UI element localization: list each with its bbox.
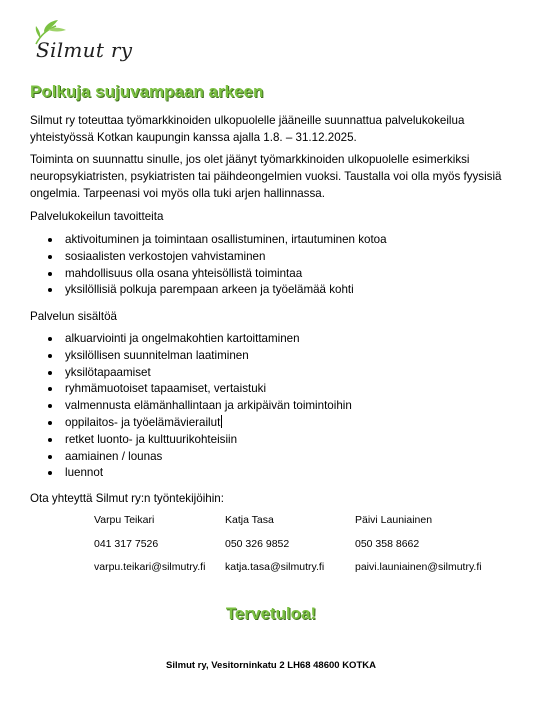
contact-name: Päivi Launiainen — [355, 514, 433, 526]
list-item: sosiaalisten verkostojen vahvistaminen — [30, 249, 387, 266]
footer-address: Silmut ry, Vesitorninkatu 2 LH68 48600 KOTKA — [166, 660, 376, 671]
contact-email[interactable]: katja.tasa@silmutry.fi — [225, 561, 325, 573]
list-item: aamiainen / lounas — [30, 449, 352, 466]
text-cursor — [221, 415, 222, 428]
contact-phone: 050 358 8662 — [355, 538, 420, 550]
contact-name: Varpu Teikari — [94, 514, 155, 526]
logo-text: Silmut ry — [36, 38, 133, 62]
list-item: luennot — [30, 465, 352, 482]
page-title: Polkuja sujuvampaan arkeen — [30, 82, 264, 101]
list-item: aktivoituminen ja toimintaan osallistuminen, irtautuminen kotoa — [30, 232, 387, 249]
list-item: alkuarviointi ja ongelmakohtien kartoittaminen — [30, 331, 352, 348]
goals-list — [30, 232, 387, 299]
contact-email[interactable]: paivi.launiainen@silmutry.fi — [355, 561, 482, 573]
logo — [30, 18, 133, 64]
contact-phone: 041 317 7526 — [94, 538, 159, 550]
contact-email[interactable]: varpu.teikari@silmutry.fi — [94, 561, 206, 573]
list-item: mahdollisuus olla osana yhteisöllistä toimintaa — [30, 266, 387, 283]
list-item: yksilöllisiä polkuja parempaan arkeen ja työelämää kohti — [30, 282, 387, 299]
welcome-heading: Tervetuloa! — [225, 604, 317, 623]
list-item — [30, 415, 352, 432]
list-item: valmennusta elämänhallintaan ja arkipäivän toimintoihin — [30, 398, 352, 415]
list-item: retket luonto- ja kulttuurikohteisiin — [30, 432, 352, 449]
list-item: yksilöllisen suunnitelman laatiminen — [30, 348, 352, 365]
list-item: yksilötapaamiset — [30, 365, 352, 382]
target-paragraph: Toiminta on suunnattu sinulle, jos olet jäänyt työmarkkinoiden ulkopuolelle esimerkiksi neuropsykiatristen, psykiatristen tai päihdeongelmien vuoksi. Taustalla voi olla myös fyysisiä ongelmia. Tarpeenasi voi myös olla tuki arjen hallinnassa. — [30, 153, 502, 200]
contact-phone: 050 326 9852 — [225, 538, 290, 550]
contents-list — [30, 331, 352, 482]
goals-heading: Palvelukokeilun tavoitteita — [30, 210, 164, 223]
contents-heading: Palvelun sisältöä — [30, 310, 118, 323]
intro-paragraph: Silmut ry toteuttaa työmarkkinoiden ulkopuolelle jääneille suunnattua palvelukokeilua yhteistyössä Kotkan kaupungin kanssa ajalla 1.8. – 31.12.2025. — [30, 114, 465, 144]
list-item: ryhmämuotoiset tapaamiset, vertaistuki — [30, 381, 352, 398]
contact-heading: Ota yhteyttä Silmut ry:n työntekijöihin: — [30, 492, 224, 505]
contact-name: Katja Tasa — [225, 514, 274, 526]
list-item-text: oppilaitos- ja työelämävierailut — [65, 415, 221, 429]
